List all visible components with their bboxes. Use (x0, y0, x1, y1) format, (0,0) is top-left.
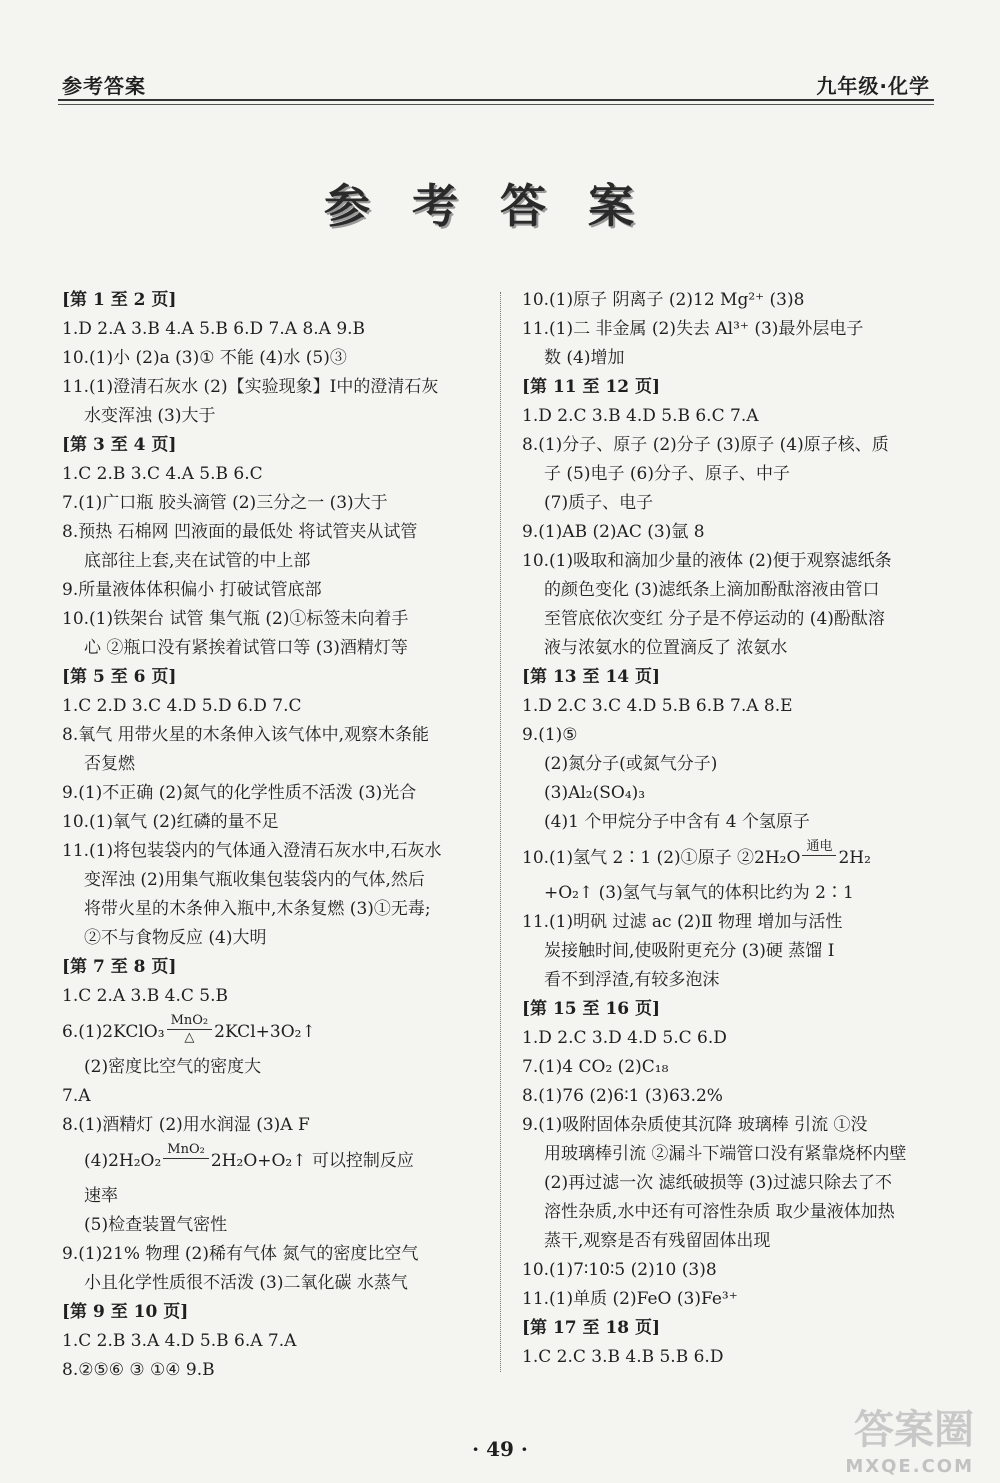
answer-line: 7.(1)4 CO₂ (2)C₁₈ (522, 1057, 669, 1077)
answer-line: (7)质子、电子 (544, 493, 654, 513)
answer-line: 11.(1)澄清石灰水 (2)【实验现象】Ⅰ中的澄清石灰 (62, 377, 439, 397)
equation-products: 2H₂O+O₂↑ 可以控制反应 (210, 1151, 414, 1171)
answer-line: 数 (4)增加 (544, 348, 625, 368)
answer-line: 1.C 2.C 3.B 4.B 5.B 6.D (522, 1347, 724, 1367)
answer-line: 11.(1)二 非金属 (2)失去 Al³⁺ (3)最外层电子 (522, 319, 864, 339)
page-title: 参考答案 (324, 179, 676, 233)
answer-line: 1.C 2.D 3.C 4.D 5.D 6.D 7.C (62, 696, 302, 716)
header-rule (58, 99, 934, 101)
answer-line: 10.(1)原子 阴离子 (2)12 Mg²⁺ (3)8 (522, 290, 805, 310)
section-heading: [第 15 至 16 页] (522, 999, 661, 1019)
answer-line: 9.(1)AB (2)AC (3)氩 8 (522, 522, 705, 542)
left-column (62, 286, 486, 1385)
answer-line: (3)Al₂(SO₄)₃ (544, 783, 646, 803)
answer-line: 10.(1)铁架台 试管 集气瓶 (2)①标签未向着手 (62, 609, 409, 629)
answer-line: 9.(1)⑤ (522, 725, 578, 745)
equation-line (522, 837, 948, 879)
header-rule-thin (58, 104, 934, 105)
answer-line: 水变浑浊 (3)大于 (84, 406, 216, 426)
answer-line: 8.预热 石棉网 凹液面的最低处 将试管夹从试管 (62, 522, 418, 542)
equation-line (62, 1140, 486, 1182)
section-heading: [第 3 至 4 页] (62, 435, 177, 455)
answer-line: 否复燃 (84, 754, 135, 774)
answer-line: (5)检查装置气密性 (84, 1215, 228, 1235)
answer-line: 溶性杂质,水中还有可溶性杂质 取少量液体加热 (544, 1202, 895, 1222)
answer-line: 1.D 2.A 3.B 4.A 5.B 6.D 7.A 8.A 9.B (62, 319, 366, 339)
answer-line: 1.D 2.C 3.B 4.D 5.B 6.C 7.A (522, 406, 759, 426)
answer-line: 8.②⑤⑥ ③ ①④ 9.B (62, 1360, 215, 1380)
header-left-title: 参考答案 (62, 74, 146, 98)
answer-line: 变浑浊 (2)用集气瓶收集包装袋内的气体,然后 (84, 870, 425, 890)
answer-line: ②不与食物反应 (4)大明 (84, 928, 267, 948)
answer-line: (2)氮分子(或氮气分子) (544, 754, 718, 774)
watermark-site: MXQE.COM (845, 1456, 974, 1477)
answer-line: 液与浓氨水的位置滴反了 浓氨水 (544, 638, 788, 658)
answer-line: 10.(1)氧气 (2)红磷的量不足 (62, 812, 279, 832)
header-right-title: 九年级·化学 (816, 74, 930, 98)
equation-reactants: 6.(1)2KClO₃ (62, 1022, 165, 1042)
answer-line: 11.(1)明矾 过滤 ac (2)Ⅱ 物理 增加与活性 (522, 912, 843, 932)
answer-line: 10.(1)7∶10∶5 (2)10 (3)8 (522, 1260, 717, 1280)
answer-line: 心 ②瓶口没有紧挨着试管口等 (3)酒精灯等 (84, 638, 408, 658)
right-column (522, 286, 948, 1372)
answer-line: 8.氧气 用带火星的木条伸入该气体中,观察木条能 (62, 725, 430, 745)
condition-top: MnO₂ (163, 1143, 209, 1159)
answer-line: 1.C 2.A 3.B 4.C 5.B (62, 986, 228, 1006)
answer-line: 炭接触时间,使吸附更充分 (3)硬 蒸馏 Ⅰ (544, 941, 835, 961)
reaction-condition (167, 1014, 213, 1044)
answer-line: 1.D 2.C 3.C 4.D 5.B 6.B 7.A 8.E (522, 696, 793, 716)
condition-bottom: △ (184, 1029, 195, 1045)
answer-line: 8.(1)76 (2)6∶1 (3)63.2% (522, 1086, 723, 1106)
answer-line: 10.(1)小 (2)a (3)① 不能 (4)水 (5)③ (62, 348, 347, 368)
answer-line: (2)再过滤一次 滤纸破损等 (3)过滤只除去了不 (544, 1173, 892, 1193)
equation-products: 2H₂ (838, 848, 871, 868)
section-heading: [第 11 至 12 页] (522, 377, 661, 397)
condition-bottom (802, 856, 836, 870)
equation-line (62, 1011, 486, 1053)
answer-line: 至管底依次变红 分子是不停运动的 (4)酚酞溶 (544, 609, 885, 629)
equation-reactants: 10.(1)氢气 2∶1 (2)①原子 ②2H₂O (522, 848, 801, 868)
section-heading: [第 7 至 8 页] (62, 957, 177, 977)
condition-top: 通电 (802, 840, 836, 856)
watermark-logo: 答案圈 (854, 1407, 974, 1453)
section-heading: [第 17 至 18 页] (522, 1318, 661, 1338)
answer-line: 看不到浮渣,有较多泡沫 (544, 970, 720, 990)
section-heading: [第 9 至 10 页] (62, 1302, 189, 1322)
answer-line: 子 (5)电子 (6)分子、原子、中子 (544, 464, 790, 484)
answer-line: 1.C 2.B 3.C 4.A 5.B 6.C (62, 464, 263, 484)
answer-line: 将带火星的木条伸入瓶中,木条复燃 (3)①无毒; (84, 899, 431, 919)
answer-line: +O₂↑ (3)氢气与氧气的体积比约为 2∶1 (544, 883, 854, 903)
answer-line: 1.C 2.B 3.A 4.D 5.B 6.A 7.A (62, 1331, 297, 1351)
answer-line: 9.(1)21% 物理 (2)稀有气体 氮气的密度比空气 (62, 1244, 419, 1264)
answer-line: 小且化学性质很不活泼 (3)二氧化碳 水蒸气 (84, 1273, 408, 1293)
reaction-condition (163, 1143, 209, 1173)
answer-line: 8.(1)酒精灯 (2)用水润湿 (3)A F (62, 1115, 310, 1135)
answer-line: 用玻璃棒引流 ②漏斗下端管口没有紧靠烧杯内壁 (544, 1144, 907, 1164)
answer-line: 10.(1)吸取和滴加少量的液体 (2)便于观察滤纸条 (522, 551, 892, 571)
answer-line: 8.(1)分子、原子 (2)分子 (3)原子 (4)原子核、质 (522, 435, 889, 455)
answer-line: 7.A (62, 1086, 91, 1106)
answer-line: (4)1 个甲烷分子中含有 4 个氢原子 (544, 812, 810, 832)
equation-reactants: (4)2H₂O₂ (84, 1151, 162, 1171)
answer-line: 9.(1)吸附固体杂质使其沉降 玻璃棒 引流 ①没 (522, 1115, 868, 1135)
answer-line: 1.D 2.C 3.D 4.D 5.C 6.D (522, 1028, 727, 1048)
equation-products: 2KCl+3O₂↑ (214, 1022, 316, 1042)
section-heading: [第 13 至 14 页] (522, 667, 661, 687)
answer-line: 底部往上套,夹在试管的中上部 (84, 551, 311, 571)
answer-line: 11.(1)单质 (2)FeO (3)Fe³⁺ (522, 1289, 738, 1309)
answer-line: 速率 (84, 1186, 118, 1206)
answer-line: 7.(1)广口瓶 胶头滴管 (2)三分之一 (3)大于 (62, 493, 388, 513)
answer-line: 11.(1)将包装袋内的气体通入澄清石灰水中,石灰水 (62, 841, 442, 861)
page-number: · 49 · (472, 1437, 528, 1461)
answer-line: 的颜色变化 (3)滤纸条上滴加酚酞溶液由管口 (544, 580, 880, 600)
answer-line: (2)密度比空气的密度大 (84, 1057, 262, 1077)
condition-top: MnO₂ (167, 1014, 213, 1030)
condition-bottom (163, 1159, 209, 1173)
column-divider (500, 292, 501, 1372)
reaction-condition (802, 840, 836, 870)
answer-line: 9.(1)不正确 (2)氮气的化学性质不活泼 (3)光合 (62, 783, 417, 803)
section-heading: [第 1 至 2 页] (62, 290, 177, 310)
answer-line: 蒸干,观察是否有残留固体出现 (544, 1231, 771, 1251)
section-heading: [第 5 至 6 页] (62, 667, 177, 687)
answer-line: 9.所量液体体积偏小 打破试管底部 (62, 580, 322, 600)
